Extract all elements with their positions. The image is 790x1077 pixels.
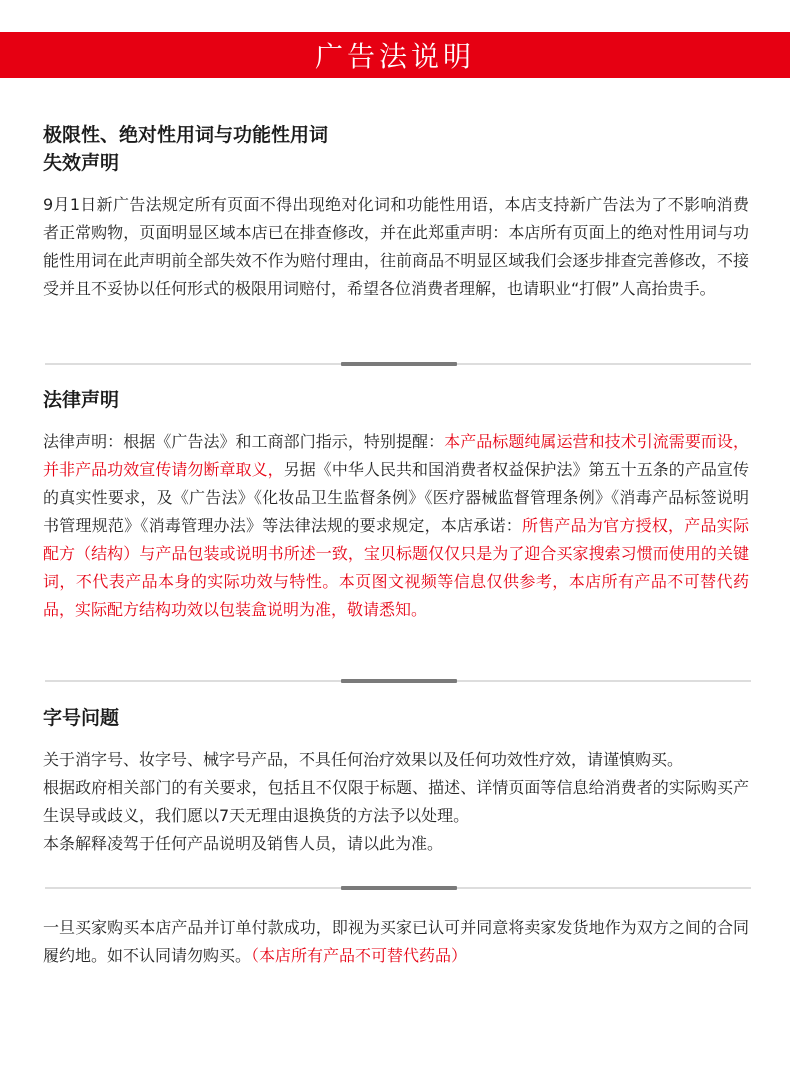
- section3-line2: 根据政府相关部门的有关要求，包括且不仅限于标题、描述、详情页面等信息给消费者的实际购买产生误导或歧义，我们愿以7天无理由退换货的方法予以处理。: [43, 778, 749, 825]
- divider-knob: [341, 679, 457, 683]
- divider-knob: [341, 362, 457, 366]
- section3-line3: 本条解释凌驾于任何产品说明及销售人员，请以此为准。: [43, 834, 444, 853]
- section2-part3: 另据《中华人民共和国消费者权益保护法》第五十五条的产品宣传的真实性要求，及《广告法》《化妆品卫生监督条例》《医疗器械监督管理条例》《消毒产品标签说明书管理规范》《消毒管理办法》等法律法规的要求规定，本店承诺：: [43, 460, 749, 535]
- section4-body: [43, 914, 749, 970]
- section3-line1: 关于消字号、妆字号、械字号产品，不具任何治疗效果以及任何功效性疗效，请谨慎购买。: [43, 750, 684, 769]
- banner-title: 广告法说明: [314, 40, 475, 73]
- divider-knob: [341, 886, 457, 890]
- page-banner: [0, 32, 790, 78]
- section4-text: 一旦买家购买本店产品并订单付款成功，即视为买家已认可并同意将卖家发货地作为双方之间的合同履约地。如不认同请勿购买。: [43, 918, 749, 965]
- section2-body: [43, 428, 749, 624]
- section-license-number: [43, 704, 749, 858]
- section2-heading: 法律声明: [43, 389, 120, 411]
- section2-part1: 法律声明：根据《广告法》和工商部门指示，特别提醒：: [43, 432, 445, 451]
- section2-part4-red: 所售产品为官方授权，产品实际配方（结构）与产品包装或说明书所述一致，宝贝标题仅仅只是为了迎合买家搜索习惯而使用的关键词，不代表产品本身的实际功效与特性。本页图文视频等信息仅供参考，本店所有产品不可替代药品，实际配方结构功效以包装盒说明为准，敬请悉知。: [43, 516, 749, 619]
- divider-2: [45, 680, 751, 682]
- divider-1: [45, 363, 751, 365]
- section2-part2-red: 本产品标题纯属运营和技术引流需要而设，并非产品功效宣传请勿断章取义，: [43, 432, 749, 479]
- section3-heading: 字号问题: [43, 707, 120, 729]
- section-contract-place: [43, 914, 749, 970]
- section4-red-note: （本店所有产品不可替代药品）: [251, 946, 468, 965]
- section-legal-statement: [43, 386, 749, 624]
- divider-3: [45, 887, 751, 889]
- section1-body: 9月1日新广告法规定所有页面不得出现绝对化词和功能性用语，本店支持新广告法为了不影响消费者正常购物，页面明显区域本店已在排查修改，并在此郑重声明：本店所有页面上的绝对性用词与功能性用词在此声明前全部失效不作为赔付理由，往前商品不明显区域我们会逐步排查完善修改，不接受并且不妥协以任何形式的极限用词赔付，希望各位消费者理解，也请职业“打假”人高抬贵手。: [43, 195, 749, 298]
- section1-heading-line2: 失效声明: [43, 152, 120, 174]
- section-absolute-terms: [43, 121, 749, 303]
- section1-heading-line1: 极限性、绝对性用词与功能性用词: [43, 124, 329, 146]
